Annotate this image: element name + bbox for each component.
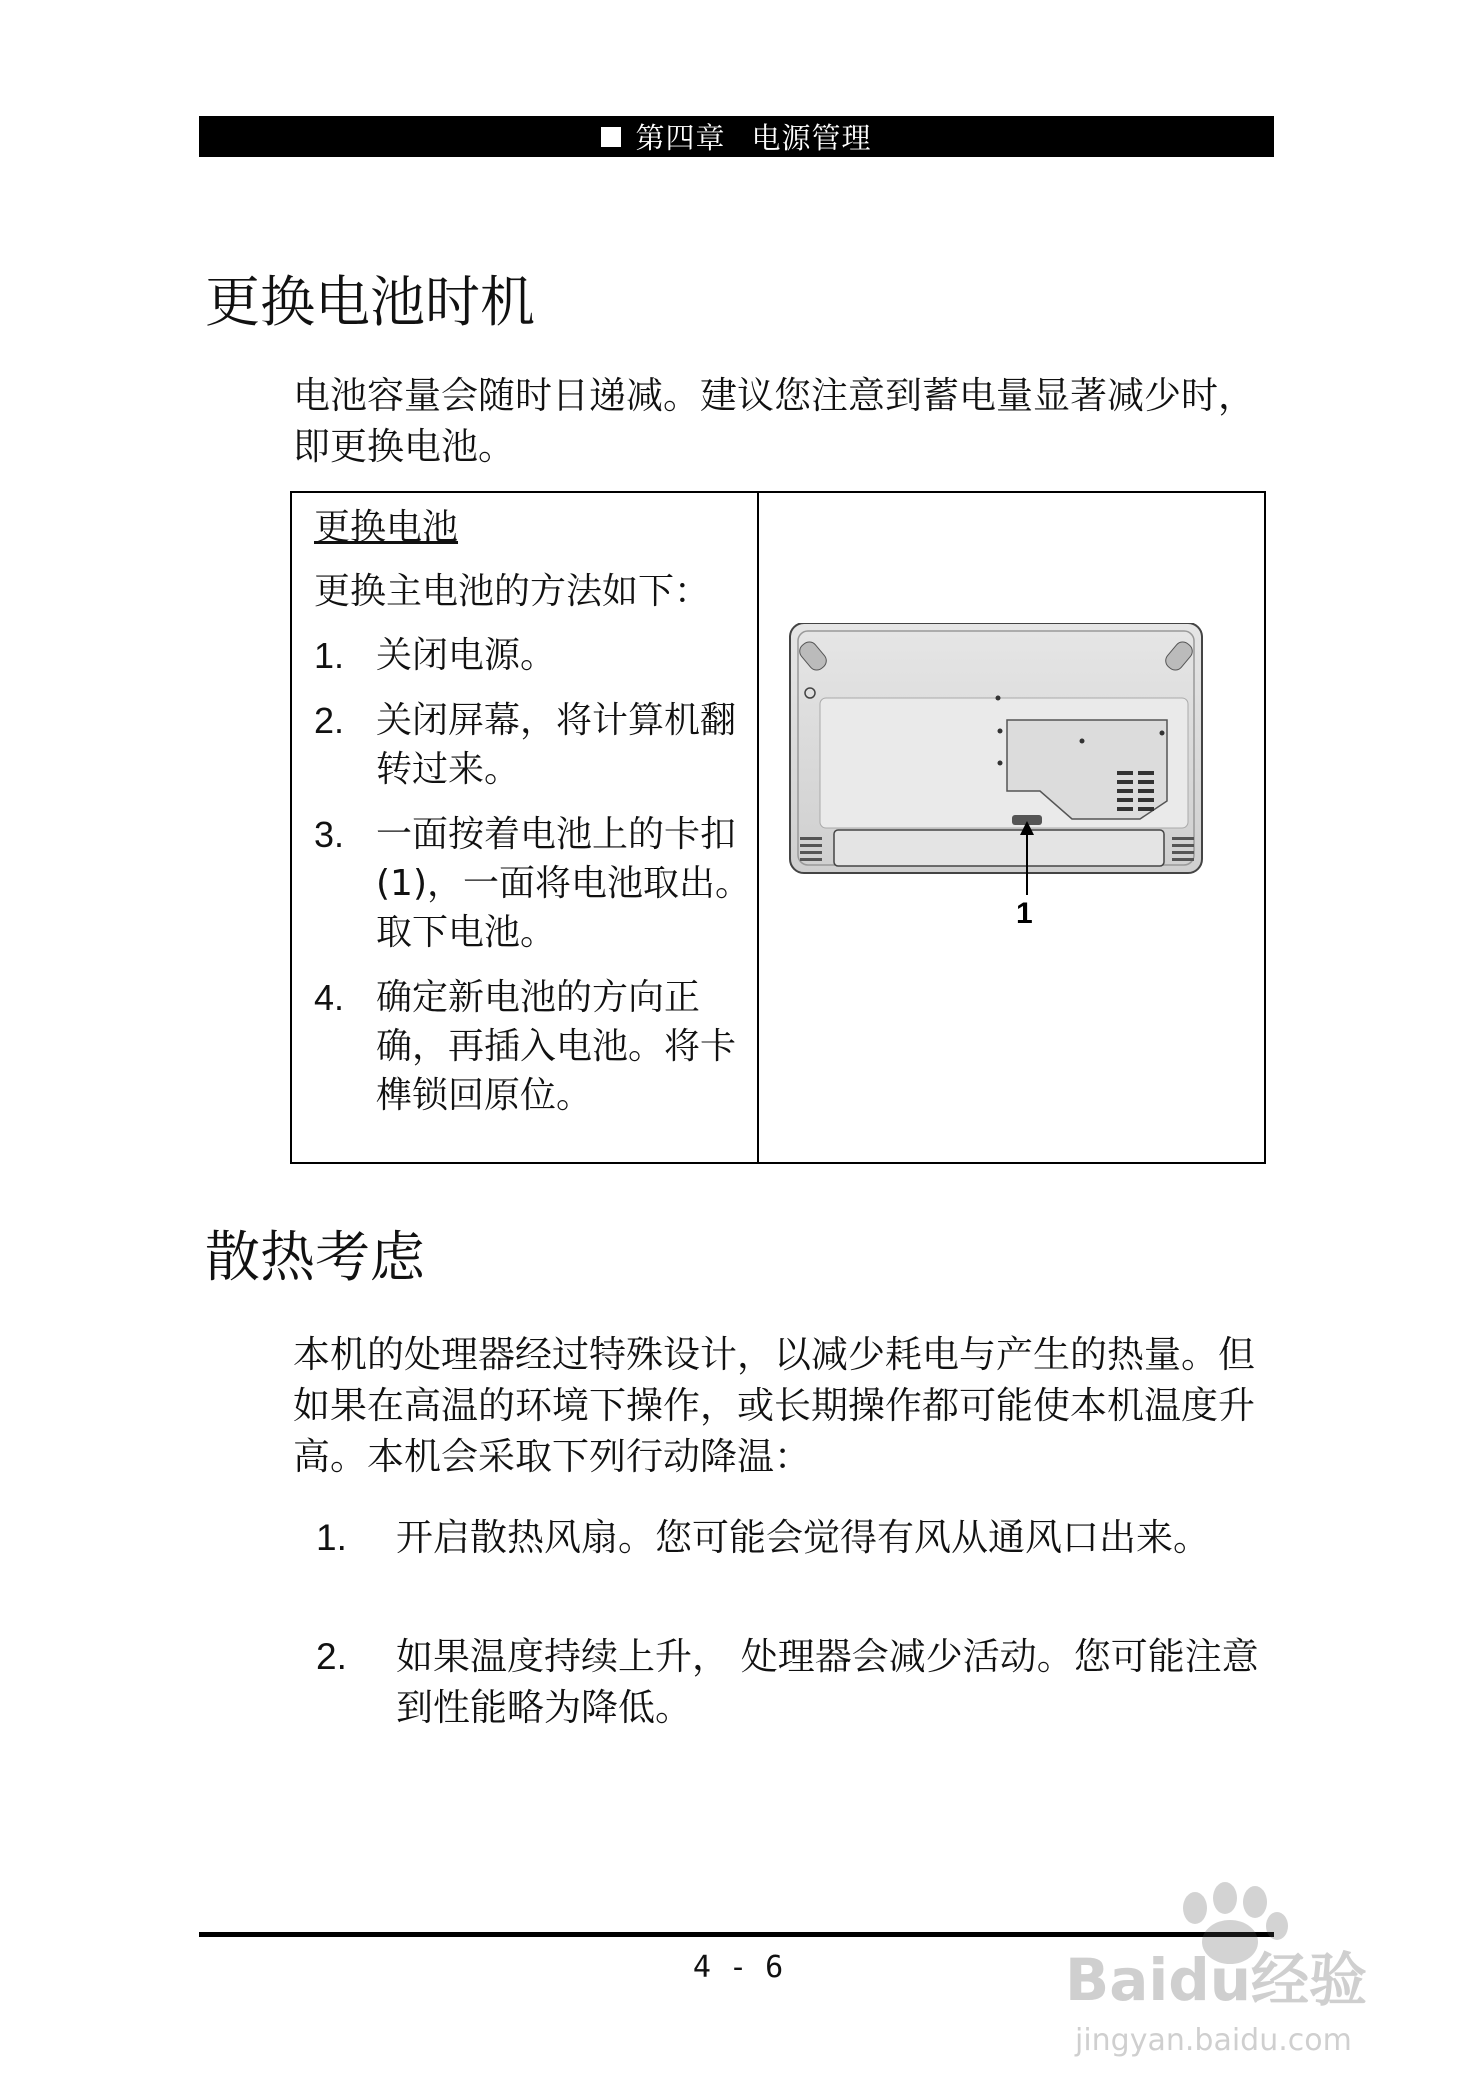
battery-timing-paragraph: 电池容量会随时日递减。建议您注意到蓄电量显著减少时，即更换电池。 [293,374,1255,468]
step-text: 一面按着电池上的卡扣(1)，一面将电池取出。取下电池。 [376,814,751,953]
step-number: 2. [314,700,345,741]
figure-callout-label: 1 [1016,897,1033,930]
step-item [314,973,754,1120]
list-item [316,1631,1286,1733]
chapter-header-bar [199,116,1274,157]
list-text: 如果温度持续上升， 处理器会减少活动。您可能注意到性能略为降低。 [396,1635,1259,1729]
step-number: 3. [314,814,345,855]
cooling-paragraph: 本机的处理器经过特殊设计，以减少耗电与产生的热量。但如果在高温的环境下操作，或长期操作都可能使本机温度升高。本机会采取下列行动降温： [293,1333,1255,1478]
list-item [316,1512,1286,1563]
laptop-underside-figure [782,623,1212,933]
section-heading-cooling: 散热考虑 [205,1225,426,1289]
step-number: 4. [314,977,345,1018]
list-text: 开启散热风扇。您可能会觉得有风从通风口出来。 [396,1516,1210,1559]
box-divider [757,493,759,1162]
watermark-url: jingyan.baidu.com [1075,2023,1352,2058]
step-item [314,810,754,957]
chapter-title: 电源管理 [751,121,872,155]
page-number: 4 - 6 [692,1950,784,1985]
square-bullet-icon [601,127,621,147]
step-item [314,631,754,680]
list-number: 2. [316,1636,347,1677]
battery-replacement-box [290,491,1266,1164]
battery-pack [834,830,1164,866]
step-number: 1. [314,635,345,676]
step-text: 确定新电池的方向正确，再插入电池。将卡榫锁回原位。 [376,977,737,1116]
baidu-watermark-logo [1045,1880,1445,2080]
step-text: 关闭电源。 [376,635,557,676]
step-text: 关闭屏幕，将计算机翻转过来。 [376,700,737,790]
chapter-number: 第四章 [635,121,726,155]
section-heading-battery-replacement-timing: 更换电池时机 [205,270,536,334]
battery-instructions [314,503,754,1136]
watermark-brand: Baidu经验 [1065,1946,1368,2014]
box-intro: 更换主电池的方法如下： [314,571,711,612]
step-item [314,696,754,794]
list-number: 1. [316,1517,347,1558]
box-title: 更换电池 [314,507,459,548]
